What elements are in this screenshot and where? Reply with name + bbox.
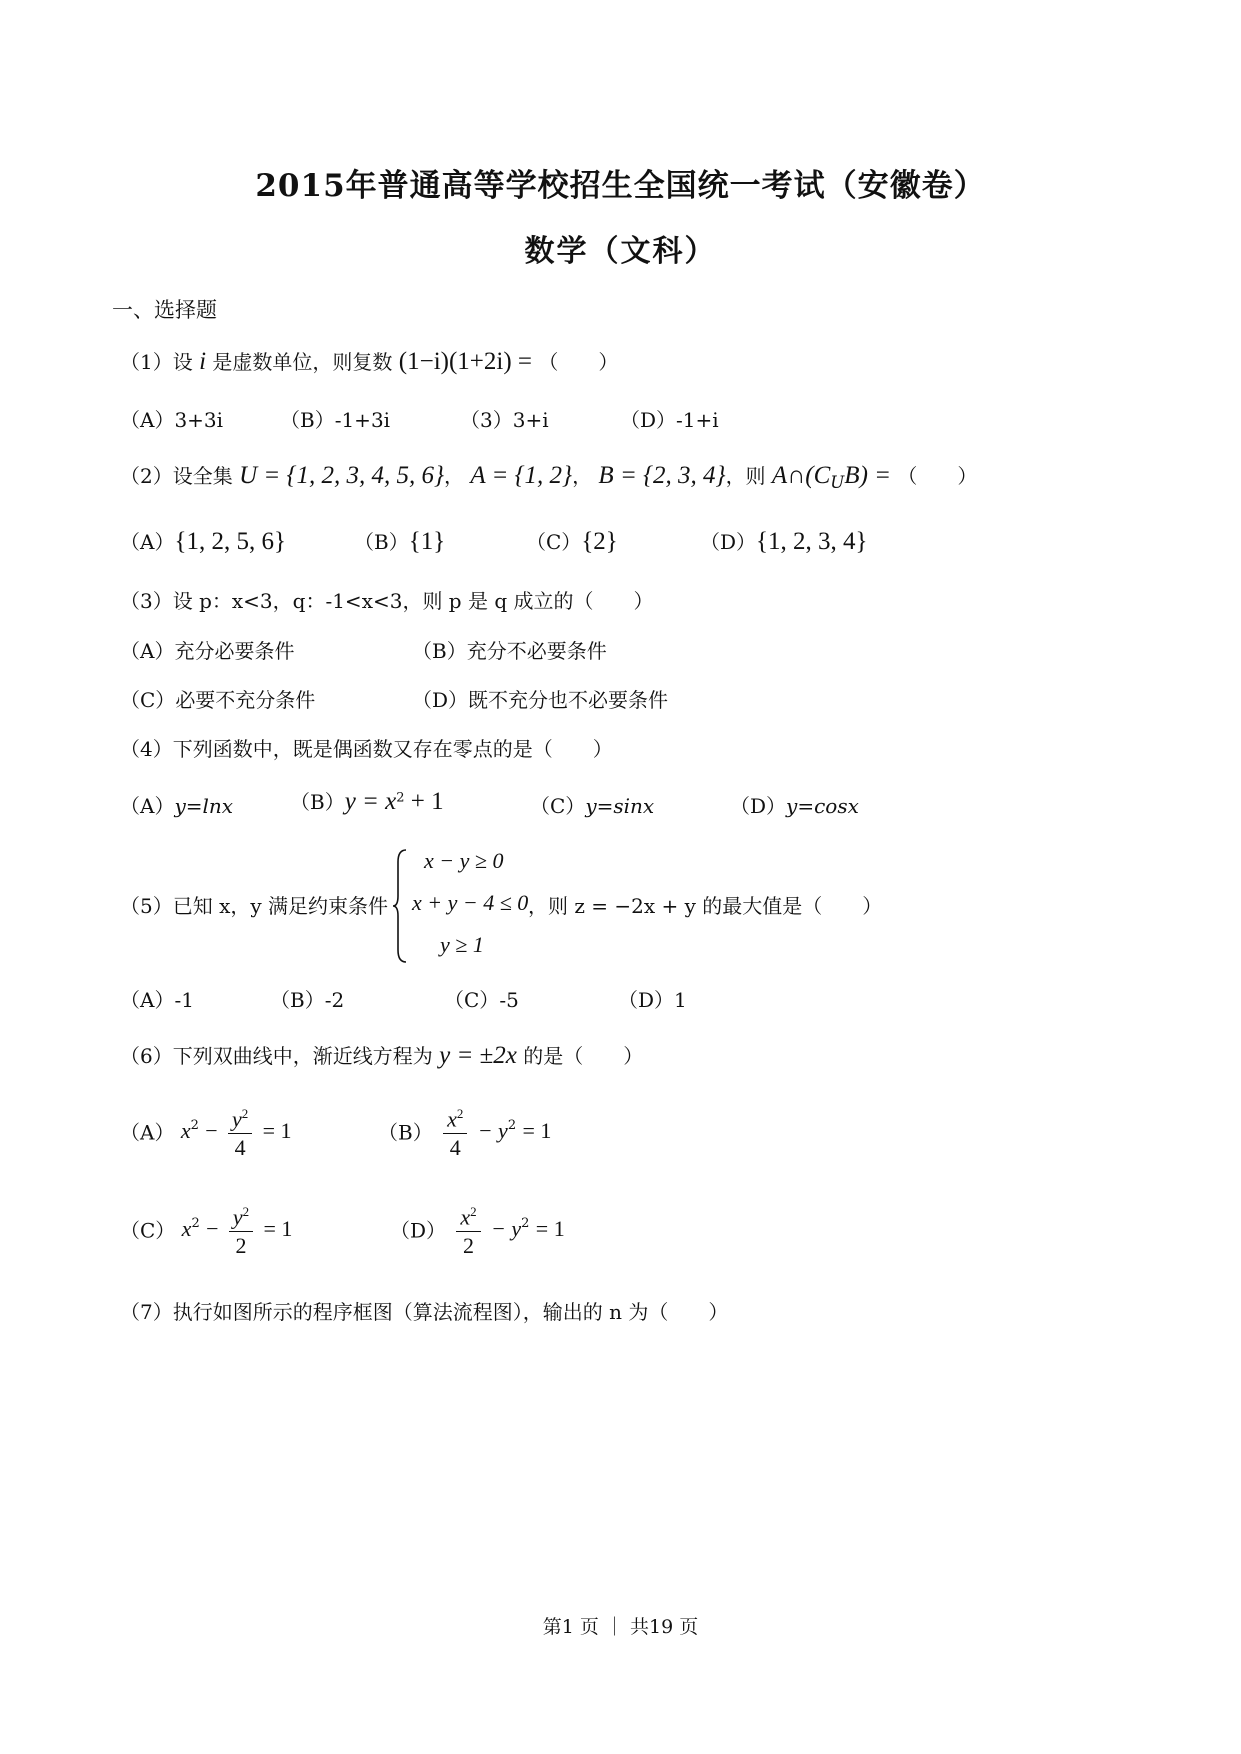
q5-option-b: （B）-2 bbox=[270, 988, 345, 1012]
left-brace-icon bbox=[392, 848, 410, 964]
q5-option-c: （C）-5 bbox=[444, 988, 519, 1012]
q2-option-b: （B）{1} bbox=[354, 528, 446, 555]
q4-option-a: （A）y=lnx bbox=[120, 794, 234, 818]
q6-option-d: （D） $\frac{x^2}{2}$ − $y^2 = 1$ bbox=[390, 1198, 565, 1260]
constraint-2: x + y − 4 ≤ 0 bbox=[412, 890, 529, 915]
q1-option-d: （D）-1+i bbox=[620, 408, 719, 432]
exam-title: 2015年普通高等学校招生全国统一考试（安徽卷） bbox=[255, 168, 986, 204]
q1-option-c: （3）3+i bbox=[460, 408, 549, 432]
constraint-1: x − y ≥ 0 bbox=[424, 848, 504, 873]
constraint-3: y ≥ 1 bbox=[440, 932, 484, 957]
q6-option-c: （C） $x^2$ − $\frac{y^2}{2}$ = 1 bbox=[120, 1198, 292, 1260]
q5-option-d: （D）1 bbox=[618, 988, 687, 1012]
q6-option-a: （A） $x^2$ − $\frac{y^2}{4}$ = 1 bbox=[120, 1100, 292, 1162]
q2-option-d: （D）{1, 2, 3, 4} bbox=[700, 528, 868, 555]
q6-option-b: （B） $\frac{x^2}{4}$ − $y^2 = 1$ bbox=[378, 1100, 551, 1162]
q4-option-b: $(B)y = x^2 + 1$ bbox=[290, 788, 444, 815]
q2-option-c: （C）{2} bbox=[526, 528, 618, 555]
question-7: （7）执行如图所示的程序框图（算法流程图），输出的 n 为（ ） bbox=[120, 1300, 729, 1324]
q3-option-c: （C）必要不充分条件 bbox=[120, 688, 316, 712]
q1-option-a: （A）3+3i bbox=[120, 408, 224, 432]
question-5-lead: （5）已知 x，y 满足约束条件 bbox=[120, 894, 389, 918]
q4-option-d: （D）y=cosx bbox=[730, 794, 859, 818]
q2-option-a: （A）{1, 2, 5, 6} bbox=[120, 528, 286, 555]
page-footer: 第1 页 ｜ 共19 页 bbox=[542, 1616, 699, 1638]
q5-option-a: （A）-1 bbox=[120, 988, 194, 1012]
q1-option-b: （B）-1+3i bbox=[280, 408, 391, 432]
question-6: （6）下列双曲线中，渐近线方程为 y = ±2x 的是（ ） bbox=[120, 1042, 644, 1069]
exam-subtitle: 数学（文科） bbox=[524, 234, 717, 269]
question-5-tail: ，则 z = −2x + y 的最大值是（ ） bbox=[528, 894, 883, 918]
section-heading: 一、选择题 bbox=[112, 298, 217, 322]
question-2: （2）设全集 U = {1, 2, 3, 4, 5, 6}， A = {1, 2}， B = {2, 3, 4}，则 $A\cap(C_UB)$ = （ ） bbox=[120, 462, 978, 492]
q1-expression: (1−i)(1+2i) = bbox=[398, 348, 533, 375]
constraint-system bbox=[392, 848, 532, 964]
q3-option-b: （B）充分不必要条件 bbox=[412, 639, 607, 663]
question-3: （3）设 p：x<3，q：-1<x<3，则 p 是 q 成立的（ ） bbox=[120, 589, 654, 613]
question-4: （4）下列函数中，既是偶函数又存在零点的是（ ） bbox=[120, 737, 613, 761]
q3-option-a: （A）充分必要条件 bbox=[120, 639, 295, 663]
q3-option-d: （D）既不充分也不必要条件 bbox=[412, 688, 669, 712]
q4-option-c: （C）y=sinx bbox=[530, 794, 655, 818]
question-1: （1）设 i 是虚数单位，则复数 (1−i)(1+2i) = （ ） bbox=[120, 348, 619, 375]
